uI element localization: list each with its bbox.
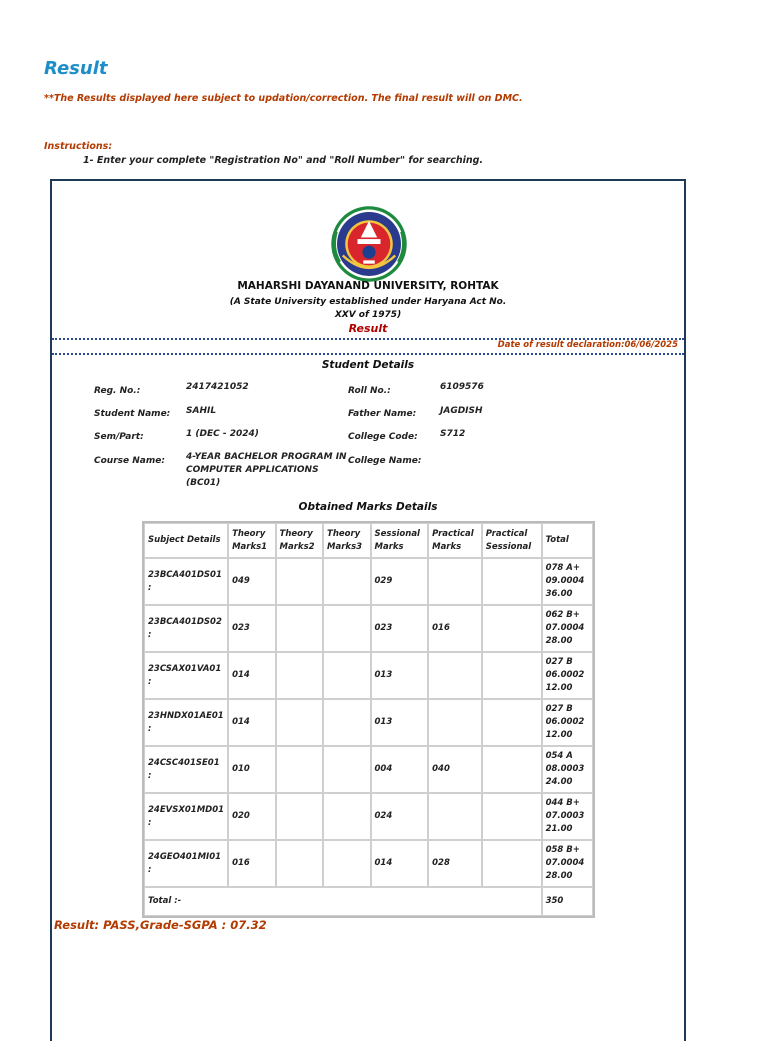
total-line: 07.0003 [545, 811, 585, 821]
total-line: 027 B [545, 704, 573, 714]
total-line: 12.00 [545, 683, 573, 693]
total-line: 054 A [545, 751, 573, 761]
table-row [144, 558, 593, 605]
final-result: Result: PASS,Grade-SGPA : 07.32 [54, 918, 267, 932]
cell-theory-marks2 [276, 605, 323, 652]
cell-theory-marks3 [323, 558, 370, 605]
table-row [144, 746, 593, 793]
father-name-value: JAGDISH [440, 406, 483, 416]
header-total: Total [542, 523, 593, 558]
cell-theory-marks2 [276, 793, 323, 840]
header-theory-marks1: Theory Marks1 [228, 523, 275, 558]
reg-no-label: Reg. No.: [94, 386, 141, 396]
cell-subject: 23BCA401DS01 : [144, 558, 228, 605]
total-line: 24.00 [545, 777, 573, 787]
cell-practical: 040 [428, 746, 482, 793]
cell-practical-sessional [482, 558, 542, 605]
cell-theory-marks3 [323, 652, 370, 699]
cell-total [542, 652, 593, 699]
total-line: 28.00 [545, 636, 573, 646]
total-line: 06.0002 [545, 670, 585, 680]
marks-table [142, 521, 595, 918]
table-row [144, 840, 593, 887]
cell-practical: 016 [428, 605, 482, 652]
cell-theory-marks3 [323, 699, 370, 746]
university-name: MAHARSHI DAYANAND UNIVERSITY, ROHTAK [237, 280, 499, 292]
cell-practical [428, 558, 482, 605]
header-practical-marks: Practical Marks [428, 523, 482, 558]
cell-practical [428, 699, 482, 746]
total-line: 28.00 [545, 871, 573, 881]
college-code-value: S712 [440, 429, 466, 439]
university-emblem-icon [328, 203, 410, 285]
header-practical-sessional: Practical Sessional [482, 523, 542, 558]
roll-no-label: Roll No.: [348, 386, 391, 396]
instruction-item: 1- Enter your complete "Registration No" and "Roll Number" for searching. [83, 155, 484, 166]
cell-practical: 028 [428, 840, 482, 887]
cell-total [542, 840, 593, 887]
cell-theory-marks1: 010 [228, 746, 275, 793]
total-line: 044 B+ [545, 798, 580, 808]
cell-subject: 23HNDX01AE01 : [144, 699, 228, 746]
cell-theory-marks1: 023 [228, 605, 275, 652]
total-line: 027 B [545, 657, 573, 667]
cell-practical-sessional [482, 652, 542, 699]
cell-theory-marks2 [276, 652, 323, 699]
total-line: 36.00 [545, 589, 573, 599]
total-line: 12.00 [545, 730, 573, 740]
university-subtitle: (A State University established under Haryana Act No. XXV of 1975) [229, 297, 507, 320]
college-name-label: College Name: [348, 456, 422, 466]
cell-practical-sessional [482, 840, 542, 887]
cell-sessional: 024 [371, 793, 429, 840]
student-details-title: Student Details [321, 359, 415, 371]
cell-total [542, 558, 593, 605]
reg-no-value: 2417421052 [186, 382, 249, 392]
total-line: 058 B+ [545, 845, 580, 855]
header-sessional-marks: Sessional Marks [371, 523, 429, 558]
cell-theory-marks3 [323, 840, 370, 887]
header-theory-marks3: Theory Marks3 [323, 523, 370, 558]
total-line: 09.0004 [545, 576, 585, 586]
cell-theory-marks1: 049 [228, 558, 275, 605]
cell-sessional: 029 [371, 558, 429, 605]
cell-practical-sessional [482, 699, 542, 746]
college-code-label: College Code: [348, 432, 418, 442]
cell-practical-sessional [482, 746, 542, 793]
cell-theory-marks3 [323, 746, 370, 793]
cell-sessional: 004 [371, 746, 429, 793]
result-card [50, 179, 686, 1041]
cell-sessional: 013 [371, 699, 429, 746]
cell-total [542, 605, 593, 652]
table-row [144, 605, 593, 652]
cell-theory-marks3 [323, 605, 370, 652]
total-line: 062 B+ [545, 610, 580, 620]
cell-subject: 24CSC401SE01 : [144, 746, 228, 793]
sem-part-value: 1 (DEC - 2024) [186, 429, 259, 439]
cell-subject: 24GEO401MI01 : [144, 840, 228, 887]
cell-sessional: 013 [371, 652, 429, 699]
dotted-divider [52, 353, 684, 355]
table-row [144, 652, 593, 699]
header-subject-details: Subject Details [144, 523, 228, 558]
cell-practical-sessional [482, 793, 542, 840]
student-name-label: Student Name: [94, 409, 171, 419]
cell-theory-marks2 [276, 558, 323, 605]
cell-practical-sessional [482, 605, 542, 652]
cell-theory-marks2 [276, 699, 323, 746]
course-name-label: Course Name: [94, 456, 165, 466]
declaration-date: Date of result declaration:06/06/2025 [497, 340, 678, 350]
cell-theory-marks1: 020 [228, 793, 275, 840]
father-name-label: Father Name: [348, 409, 417, 419]
total-line: 07.0004 [545, 858, 585, 868]
cell-theory-marks2 [276, 840, 323, 887]
student-name-value: SAHIL [186, 406, 217, 416]
table-row [144, 699, 593, 746]
course-name-value: 4-YEAR BACHELOR PROGRAM IN COMPUTER APPLICATIONS (BC01) [186, 452, 347, 488]
cell-theory-marks1: 014 [228, 652, 275, 699]
result-label: Result [348, 322, 388, 335]
cell-practical [428, 652, 482, 699]
page-title: Result [44, 58, 108, 79]
cell-theory-marks1: 016 [228, 840, 275, 887]
total-line: 21.00 [545, 824, 573, 834]
total-line: 06.0002 [545, 717, 585, 727]
cell-theory-marks3 [323, 793, 370, 840]
disclaimer-text: **The Results displayed here subject to updation/correction. The final result will on DMC. [44, 93, 523, 104]
marks-title: Obtained Marks Details [298, 501, 438, 513]
sem-part-label: Sem/Part: [94, 432, 144, 442]
cell-sessional: 023 [371, 605, 429, 652]
cell-subject: 24EVSX01MD01 : [144, 793, 228, 840]
marks-header-row [144, 523, 593, 558]
cell-sessional: 014 [371, 840, 429, 887]
total-value: 350 [542, 887, 593, 916]
cell-practical [428, 793, 482, 840]
marks-total-row [144, 887, 593, 916]
instructions-title: Instructions: [44, 141, 113, 152]
total-line: 078 A+ [545, 563, 580, 573]
cell-subject: 23CSAX01VA01 : [144, 652, 228, 699]
cell-theory-marks2 [276, 746, 323, 793]
roll-no-value: 6109576 [440, 382, 484, 392]
header-theory-marks2: Theory Marks2 [276, 523, 323, 558]
cell-total [542, 746, 593, 793]
cell-total [542, 699, 593, 746]
total-label: Total :- [144, 887, 542, 916]
total-line: 08.0003 [545, 764, 585, 774]
cell-theory-marks1: 014 [228, 699, 275, 746]
table-row [144, 793, 593, 840]
cell-total [542, 793, 593, 840]
total-line: 07.0004 [545, 623, 585, 633]
cell-subject: 23BCA401DS02 : [144, 605, 228, 652]
